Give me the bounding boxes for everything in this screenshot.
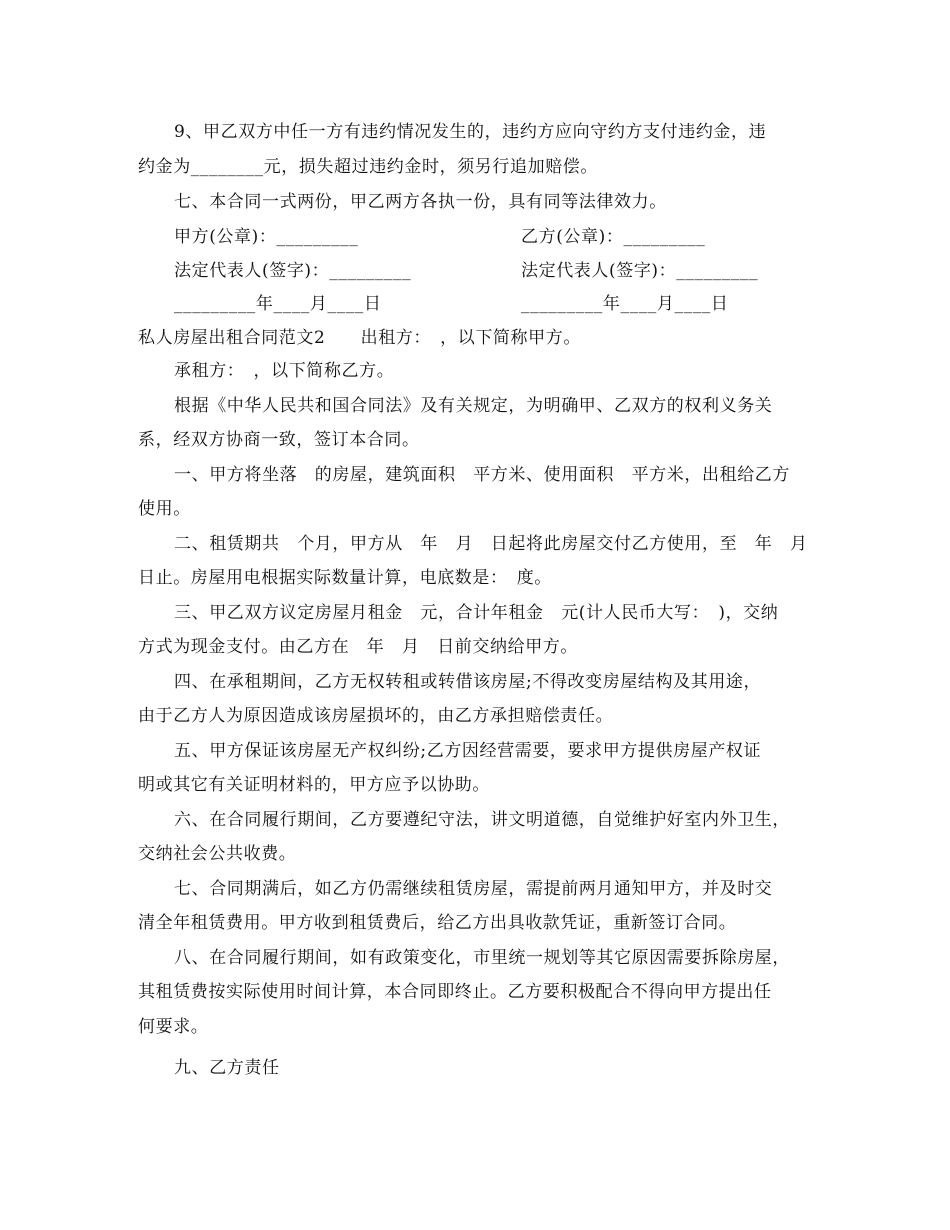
paragraph-line: 二、租赁期共 个月，甲方从 年 月 日起将此房屋交付乙方使用，至 年 月 (174, 534, 808, 554)
paragraph-line: 五、甲方保证该房屋无产权纠纷;乙方因经营需要，要求甲方提供房屋产权证 (174, 741, 762, 761)
section-title: 私人房屋出租合同范文2 出租方： ，以下简称甲方。 (138, 328, 581, 348)
paragraph-line: 方式为现金支付。由乙方在 年 月 日前交纳给甲方。 (138, 637, 578, 657)
paragraph-line: 约金为________元，损失超过违约金时，须另行追加赔偿。 (138, 157, 598, 177)
paragraph-line: 9、甲乙双方中任一方有违约情况发生的，违约方应向守约方支付违约金，违 (174, 122, 767, 142)
party-a-representative: 法定代表人(签字)：_________ (174, 261, 412, 281)
paragraph-line: 一、甲方将坐落 的房屋，建筑面积 平方米、使用面积 平方米，出租给乙方 (174, 465, 790, 485)
paragraph-line: 九、乙方责任 (174, 1058, 280, 1078)
paragraph-line: 清全年租赁费用。甲方收到租赁费后，给乙方出具收款凭证，重新签订合同。 (138, 913, 737, 933)
paragraph-line: 使用。 (138, 499, 191, 519)
paragraph-line: 何要求。 (138, 1017, 209, 1037)
party-b-seal: 乙方(公章)：_________ (521, 227, 706, 247)
party-b-date: _________年____月____日 (521, 294, 729, 314)
party-a-date: _________年____月____日 (174, 294, 382, 314)
paragraph-line: 明或其它有关证明材料的，甲方应予以协助。 (138, 775, 490, 795)
paragraph-line: 承租方： ，以下简称乙方。 (174, 361, 395, 381)
paragraph-line: 三、甲乙双方议定房屋月租金 元，合计年租金 元(计人民币大写： )，交纳 (174, 603, 779, 623)
paragraph-line: 交纳社会公共收费。 (138, 844, 297, 864)
paragraph-line: 日止。房屋用电根据实际数量计算，电底数是： 度。 (138, 568, 552, 588)
paragraph-line: 根据《中华人民共和国合同法》及有关规定，为明确甲、乙双方的权利义务关 (174, 396, 773, 416)
paragraph-line: 八、在合同履行期间，如有政策变化，市里统一规划等其它原因需要拆除房屋， (174, 948, 790, 968)
paragraph-line: 由于乙方人为原因造成该房屋损坏的，由乙方承担赔偿责任。 (138, 706, 614, 726)
paragraph-line: 七、合同期满后，如乙方仍需继续租赁房屋，需提前两月通知甲方，并及时交 (174, 879, 773, 899)
paragraph-line: 四、在承租期间，乙方无权转租或转借该房屋;不得改变房屋结构及其用途， (174, 672, 762, 692)
paragraph-line: 七、本合同一式两份，甲乙两方各执一份，具有同等法律效力。 (174, 192, 667, 212)
paragraph-line: 六、在合同履行期间，乙方要遵纪守法，讲文明道德，自觉维护好室内外卫生， (174, 810, 790, 830)
paragraph-line: 系，经双方协商一致，签订本合同。 (138, 430, 420, 450)
party-b-representative: 法定代表人(签字)：_________ (521, 261, 759, 281)
paragraph-line: 其租赁费按实际使用时间计算，本合同即终止。乙方要积极配合不得向甲方提出任 (138, 982, 772, 1002)
party-a-seal: 甲方(公章)：_________ (174, 227, 359, 247)
